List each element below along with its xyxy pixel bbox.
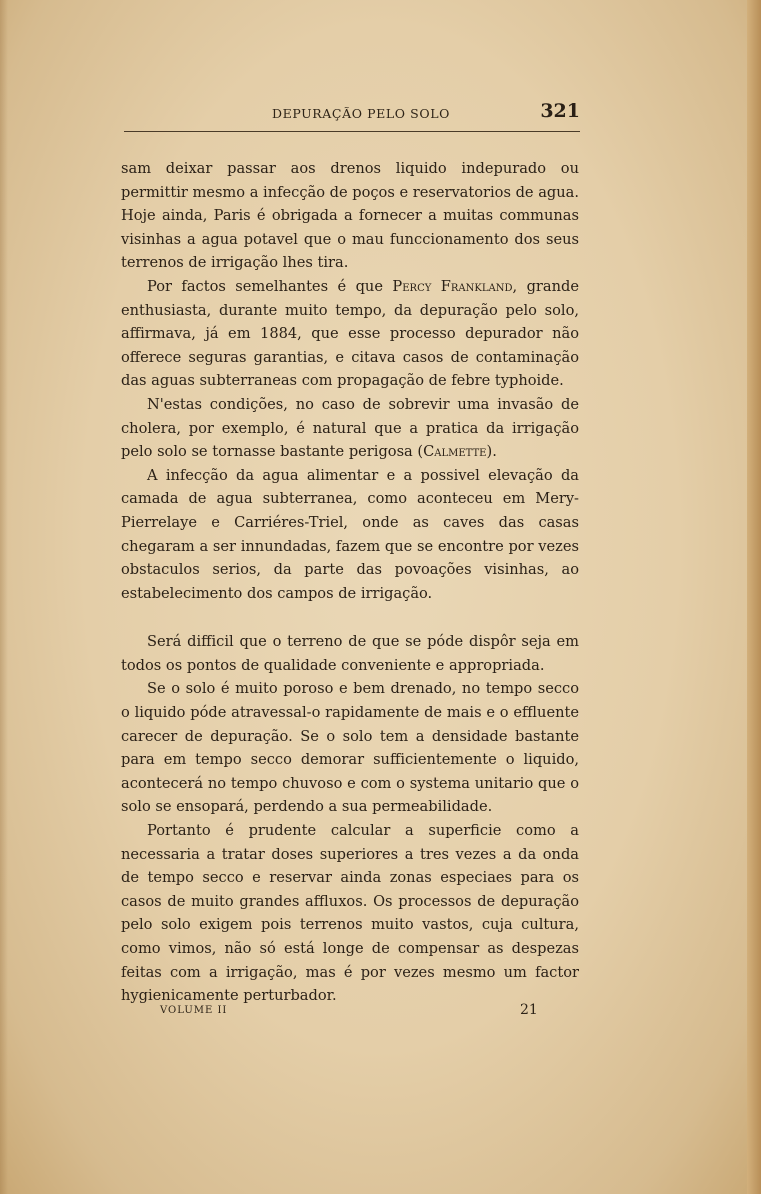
paragraph-1-text: sam deixar passar aos drenos liquido indepurado ou permittir mesmo a infecção de poços e reservatorios de agua. Hoje ainda, Paris é obrigada a fornecer a muitas communas visinhas a agua potavel que o mau funccionamento dos seus terrenos de irrigação lhes tira. xyxy=(121,160,579,272)
paragraph-4-text: A infecção da agua alimentar e a possivel elevação da camada de agua subterranea, como aconteceu em Mery-Pierrelaye e Carriéres-Triel, onde as caves das casas chegaram a ser innundadas, fazem que se encontre por vezes obstaculos serios, da parte das povoações visinhas, ao estabelecimento dos campos de irrigação. xyxy=(121,466,579,602)
page-edge xyxy=(747,0,761,1194)
page-gutter-shadow xyxy=(0,0,8,1194)
signature-mark: VOLUME II xyxy=(160,1005,228,1016)
running-head: DEPURAÇÃO PELO SOLO xyxy=(272,106,450,121)
paragraph-2 xyxy=(121,275,579,393)
paragraph-3-text-a: N'estas condições, no caso de sobrevir uma invasão de cholera, por exemplo, é natural que a pratica da irrigação pelo solo se tornasse bastante perigosa ( xyxy=(121,395,579,461)
page-number: 321 xyxy=(540,100,580,122)
paragraph-3 xyxy=(121,393,579,464)
paragraph-3-text-b: ). xyxy=(486,443,497,461)
paragraph-2-text-b: , grande enthusiasta, durante muito tempo, da depuração pelo solo, affirmava, já em 1884, que esse processo depurador não offerece seguras garantias, e citava casos de contaminação das aguas subterraneas com propagação de febre typhoide. xyxy=(121,277,579,390)
body-text xyxy=(121,157,579,1008)
paragraph-5 xyxy=(121,630,579,677)
paragraph-5-text: Será difficil que o terreno de que se póde dispôr seja em todos os pontos de qualidade conveniente e appropriada. xyxy=(121,633,579,674)
page-footer xyxy=(160,1002,540,1022)
paragraph-7 xyxy=(121,819,579,1008)
author-name-calmette: Calmette xyxy=(423,443,487,461)
paragraph-4 xyxy=(121,464,579,606)
paragraph-2-text-a: Por factos semelhantes é que xyxy=(147,277,393,295)
paragraph-6 xyxy=(121,677,579,819)
paragraph-6-text: Se o solo é muito poroso e bem drenado, no tempo secco o liquido póde atravessal-o rapidamente de mais e o effluente carecer de depuração. Se o solo tem a densidade bastante para em tempo secco demorar sufficientemente o liquido, acontecerá no tempo chuvoso e com o systema unitario que o solo se ensopará, perdendo a sua permeabilidade. xyxy=(121,680,579,816)
author-name-frankland: Percy Frankland xyxy=(392,277,513,295)
sheet-number: 21 xyxy=(520,1002,538,1018)
paragraph-1 xyxy=(121,157,579,275)
paragraph-7-text: Portanto é prudente calcular a superficie como a necessaria a tratar doses superiores a tres vezes a da onda de tempo secco e reservar ainda zonas especiaes para os casos de muito grandes affluxos. Os processos de depuração pelo solo exigem pois terrenos muito vastos, cuja cultura, como vimos, não só está longe de compensar as despezas feitas com a irrigação, mas é por vezes mesmo um factor hygienicamente perturbador. xyxy=(121,822,579,1005)
page-header xyxy=(124,100,580,134)
header-rule xyxy=(124,131,580,132)
